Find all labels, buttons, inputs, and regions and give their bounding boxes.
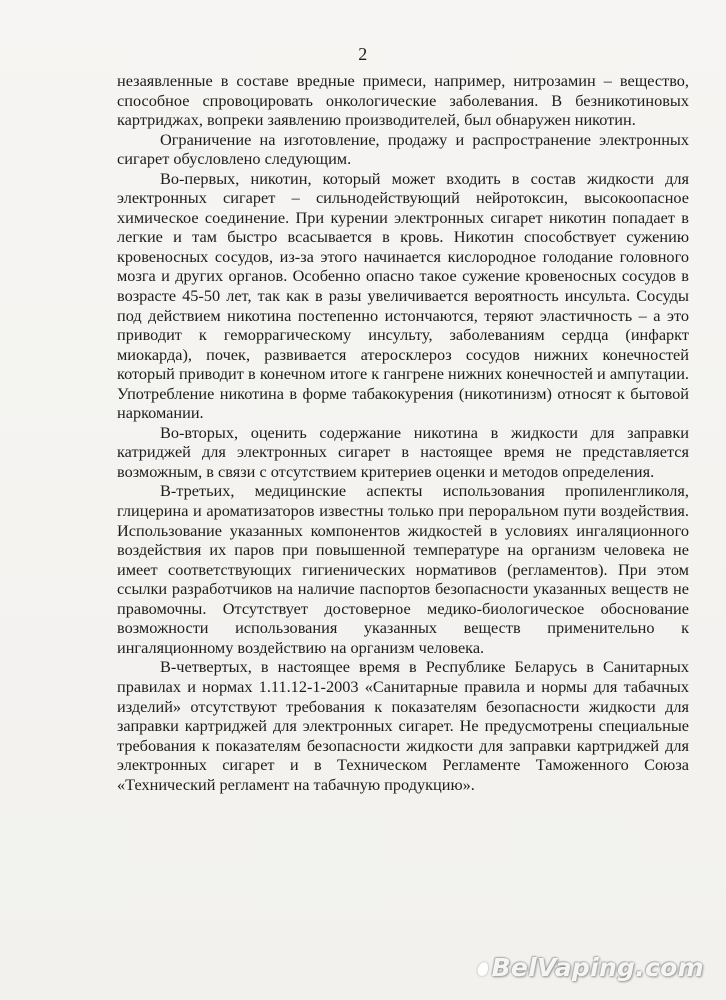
paragraph: Ограничение на изготовление, продажу и распространение электронных сигарет обусловлено следующим. bbox=[117, 129, 689, 169]
paragraph: незаявленные в составе вредные примеси, например, нитрозамин – вещество, способное спровоцировать онкологические заболевания. В безникотиновых картриджах, вопреки заявлению производителей, был обнаружен никотин. bbox=[117, 71, 689, 130]
paragraph: Во-вторых, оценить содержание никотина в жидкости для заправки катриджей для электронных сигарет в настоящее время не представляется возможным, в связи с отсутствием критериев оценки и методов определения. bbox=[117, 422, 689, 481]
paragraph: Во-первых, никотин, который может входить в состав жидкости для электронных сигарет – сильнодействующий нейротоксин, высокоопасное химическое соединение. При курении электронных сигарет никотин попадает в легкие и там быстро всасывается в кровь. Никотин способствует сужению кровеносных сосудов, из-за этого начинается кислородное голодание головного мозга и других органов. Особенно опасно такое сужение кровеносных сосудов в возрасте 45-50 лет, так как в разы увеличивается вероятность инсульта. Сосуды под действием никотина постепенно истончаются, теряют эластичность – а это приводит к геморрагическому инсульту, заболеваниям сердца (инфаркт миокарда), почек, развивается атеросклероз сосудов нижних конечностей который приводит в конечном итоге к гангрене нижних конечностей и ампутации. Употребление никотина в форме табакокурения (никотинизм) относят к бытовой наркомании. bbox=[117, 168, 689, 423]
page-number: 2 bbox=[358, 44, 368, 64]
paragraph: В-четвертых, в настоящее время в Республике Беларусь в Санитарных правилах и нормах 1.11.12-1-2003 «Санитарные правила и нормы для табачных изделий» отсутствуют требования к показателям безопасности жидкости для заправки картриджей для электронных сигарет. Не предусмотрены специальные требования к показателям безопасности жидкости для заправки картриджей для электронных сигарет и в Техническом Регламенте Таможенного Союза «Технический регламент на табачную продукцию». bbox=[117, 657, 689, 794]
document-body bbox=[117, 71, 689, 794]
paragraph: В-третьих, медицинские аспекты использования пропиленгликоля, глицерина и ароматизаторов известны только при пероральном пути воздействия. Использование указанных компонентов жидкостей в условиях ингаляционного воздействия их паров при повышенной температуре на организм человека не имеет соответствующих гигиенических нормативов (регламентов). При этом ссылки разработчиков на наличие паспортов безопасности указанных веществ не правомочны. Отсутствует достоверное медико-биологическое обоснование возможности использования указанных веществ применительно к ингаляционному воздействию на организм человека. bbox=[117, 481, 689, 657]
watermark-text: BelVaping.com bbox=[491, 953, 704, 982]
watermark-logo bbox=[478, 953, 704, 982]
vapor-drop-icon bbox=[475, 961, 489, 978]
